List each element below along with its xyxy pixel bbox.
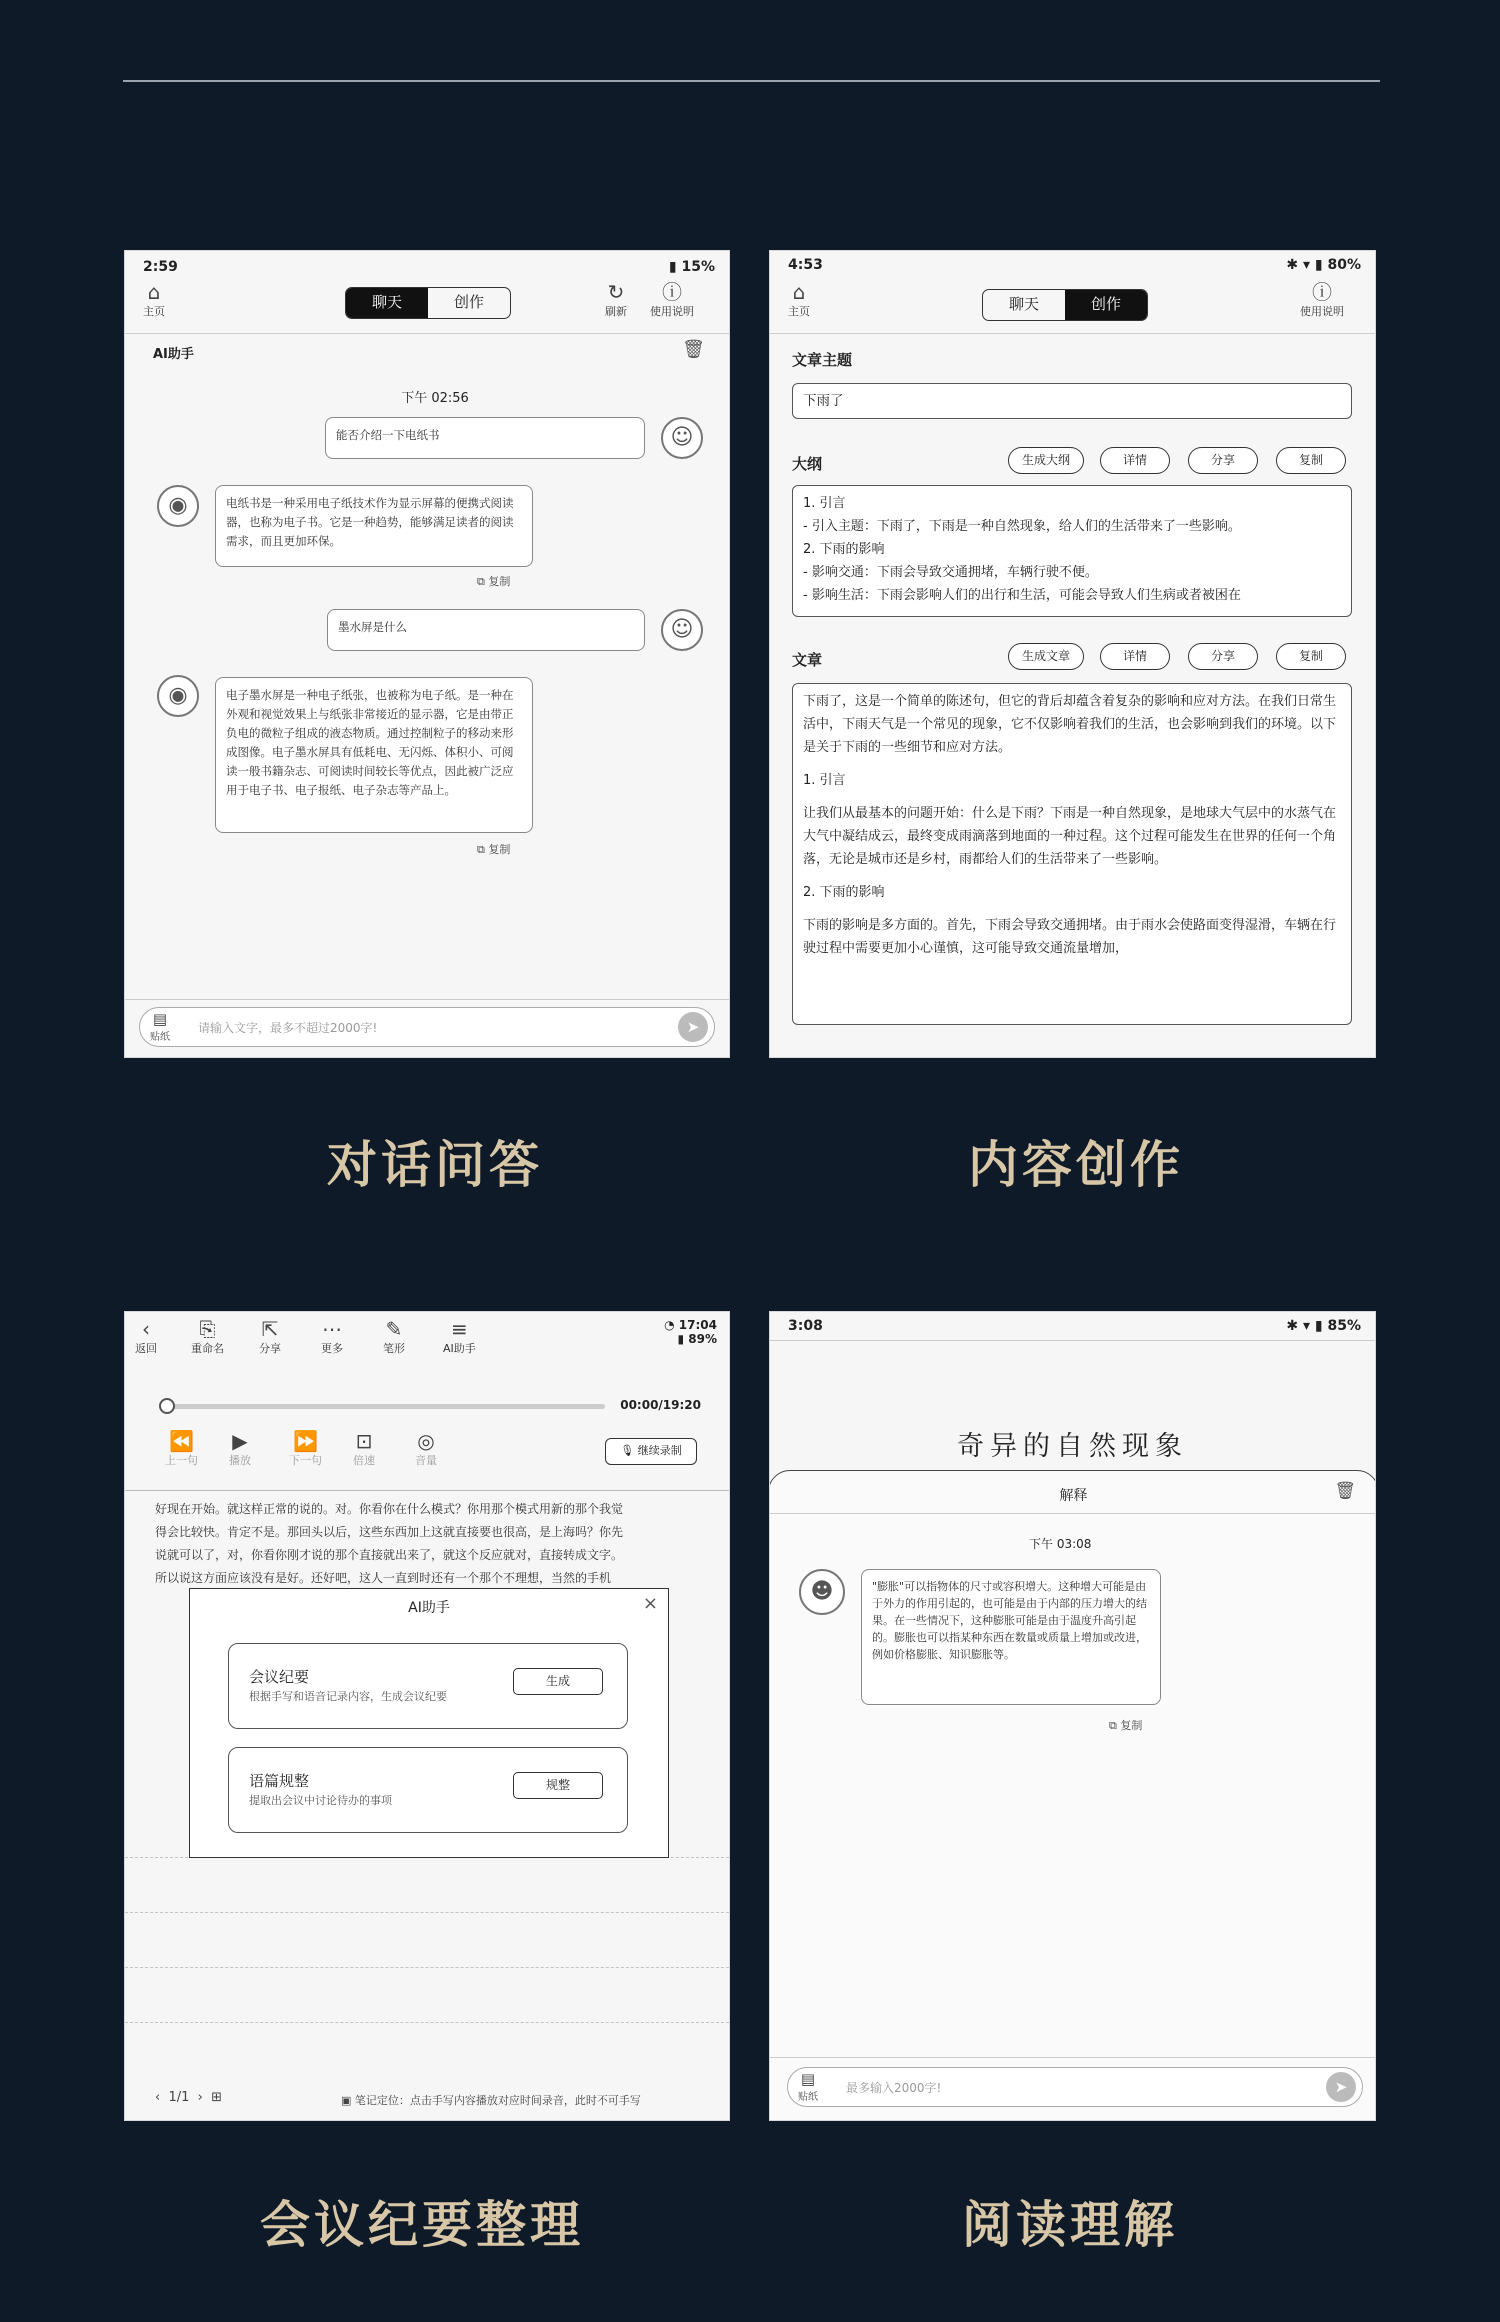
input-placeholder: 最多输入2000字! xyxy=(846,2081,942,2095)
more-button[interactable] xyxy=(321,1318,343,1356)
playback-time: 00:00/19:20 xyxy=(620,1398,701,1412)
attach-label: 贴纸 xyxy=(150,1032,170,1043)
transcript-line: 所以说这方面应该没有是好。还好吧，这人一直到时还有一个那个不理想，当然的手机 xyxy=(155,1571,612,1585)
send-icon[interactable]: ➤ xyxy=(678,1012,708,1042)
clear-icon[interactable]: 🗑 xyxy=(682,339,705,360)
attach-button[interactable] xyxy=(798,2070,818,2103)
attach-button[interactable] xyxy=(150,1010,170,1043)
battery-level: 80% xyxy=(1327,257,1361,273)
volume-icon: ◎ xyxy=(417,1429,435,1453)
bot-avatar-icon: ◉ xyxy=(157,675,199,717)
home-label: 主页 xyxy=(788,305,810,318)
playback-track[interactable] xyxy=(165,1404,605,1409)
message-input[interactable] xyxy=(139,1007,715,1047)
ruled-line xyxy=(125,1967,729,1968)
outline-line: 2. 下雨的影响 xyxy=(803,542,885,557)
pager xyxy=(155,2090,222,2105)
user-avatar-icon: ☺ xyxy=(661,417,703,459)
article-copy-button[interactable]: 复制 xyxy=(1276,643,1346,670)
input-divider xyxy=(769,2057,1376,2058)
pen-button[interactable] xyxy=(383,1318,405,1356)
battery-indicator: ▮ 15% xyxy=(668,259,715,275)
caption-chat: 对话问答 xyxy=(327,1136,543,1194)
tab-chat[interactable]: 聊天 xyxy=(346,288,428,318)
sheet-title: 解释 xyxy=(1059,1488,1088,1504)
refresh-label: 刷新 xyxy=(605,305,627,318)
mic-icon: 🎙 xyxy=(620,1444,635,1457)
tidy-card xyxy=(228,1747,628,1833)
transcript-line: 说就可以了，对，你看你刚才说的那个直接就出来了，就这个反应就对，直接转成文字。 xyxy=(155,1548,624,1562)
status-divider xyxy=(770,1340,1375,1341)
prev-sentence-button[interactable] xyxy=(165,1430,198,1468)
help-button[interactable] xyxy=(1300,281,1344,319)
home-label: 主页 xyxy=(143,305,165,318)
header-divider xyxy=(770,333,1375,334)
user-message: 墨水屏是什么 xyxy=(327,609,645,651)
article-label: 文章 xyxy=(792,651,823,669)
mode-switch xyxy=(982,289,1148,321)
article-paragraph: 下雨了，这是一个简单的陈述句，但它的背后却蕴含着复杂的影响和应对方法。在我们日常生活中，下雨天气是一个常见的现象，它不仅影响着我们的生活，也会影响到我们的环境。以下是关于下雨的一些细节和应对方法。 xyxy=(803,694,1337,755)
copy-label: 复制 xyxy=(1120,1719,1143,1732)
battery-indicator: ✱ ▾ ▮ 80% xyxy=(1286,257,1361,273)
sticker-icon: ▤ xyxy=(800,2070,816,2088)
share-button[interactable] xyxy=(259,1318,281,1356)
card-description: 提取出会议中讨论待办的事项 xyxy=(249,1794,392,1807)
refresh-icon: ↻ xyxy=(607,280,625,304)
article-paragraph: 让我们从最基本的问题开始：什么是下雨？下雨是一种自然现象，是地球大气层中的水蒸气在大气中凝结成云，最终变成雨滴落到地面的一种过程。这个过程可能发生在世界的任何一个角落，无论是城市还是乡村，雨都给人们的生活带来了一些影响。 xyxy=(803,806,1337,867)
meeting-notes-screenshot xyxy=(124,1311,730,2121)
bot-message: 电子墨水屏是一种电子纸张，也被称为电子纸。是一种在外观和视觉效果上与纸张非常接近的显示器，它是由带正负电的微粒子组成的液态物质。通过控制粒子的移动来形成图像。电子墨水屏具有低耗电、无闪烁、体积小、可阅读一般书籍杂志、可阅读时间较长等优点，因此被广泛应用于电子书、电子报纸、电子杂志等产品上。 xyxy=(215,677,533,833)
copy-button[interactable]: ⧉ 复制 xyxy=(477,843,511,856)
share-icon: ⇱ xyxy=(261,1317,279,1341)
header-divider xyxy=(125,333,729,334)
writing-screenshot xyxy=(769,250,1376,1058)
tab-create[interactable]: 创作 xyxy=(453,293,484,311)
resume-record-label: 继续录制 xyxy=(637,1444,682,1457)
caption-reading: 阅读理解 xyxy=(962,2196,1178,2254)
control-label: 播放 xyxy=(229,1454,251,1467)
ai-assistant-button[interactable] xyxy=(443,1318,476,1356)
bot-message: 电纸书是一种采用电子纸技术作为显示屏幕的便携式阅读器，也称为电子书。它是一种趋势，能够满足读者的阅读需求，而且更加环保。 xyxy=(215,485,533,567)
outline-share-button[interactable]: 分享 xyxy=(1188,447,1258,474)
input-divider xyxy=(125,999,729,1000)
article-paragraph: 1. 引言 xyxy=(803,773,846,788)
article-content xyxy=(792,683,1352,1025)
ruled-line xyxy=(125,2022,729,2023)
card-title: 会议纪要 xyxy=(249,1668,310,1686)
back-icon: ‹ xyxy=(142,1317,150,1341)
more-icon: ⋯ xyxy=(322,1317,342,1341)
tab-create[interactable]: 创作 xyxy=(1065,290,1147,320)
bot-message: "膨胀"可以指物体的尺寸或容积增大。这种增大可能是由于外力的作用引起的，也可能是由于内部的压力增大的结果。在一些情况下，这种膨胀可能是由于温度升高引起的。膨胀也可以指某种东西在数量或质量上增加或改进，例如价格膨胀、知识膨胀等。 xyxy=(861,1569,1161,1705)
status-time: 3:08 xyxy=(788,1318,823,1334)
play-icon: ▶ xyxy=(232,1429,248,1453)
generate-outline-button[interactable]: 生成大纲 xyxy=(1008,447,1084,474)
clear-icon[interactable]: 🗑 xyxy=(1334,1481,1356,1501)
home-icon: ⌂ xyxy=(147,280,161,304)
next-sentence-button[interactable] xyxy=(289,1430,322,1468)
card-title: 语篇规整 xyxy=(249,1772,310,1790)
footer-note-text: 笔记定位：点击手写内容播放对应时间录音，此时不可手写 xyxy=(354,2094,641,2107)
playback-thumb[interactable] xyxy=(159,1398,175,1414)
transcript xyxy=(155,1498,701,1590)
mode-switch xyxy=(345,287,511,319)
tidy-button[interactable]: 规整 xyxy=(513,1772,603,1799)
status-area: ◔ 17:04 ▮ 89% xyxy=(664,1318,717,1346)
toolbar-label: AI助手 xyxy=(443,1342,476,1355)
outline-detail-button[interactable]: 详情 xyxy=(1100,447,1170,474)
outline-line: 1. 引言 xyxy=(803,496,846,511)
control-label: 下一句 xyxy=(289,1454,322,1467)
article-paragraph: 下雨的影响是多方面的。首先，下雨会导致交通拥堵。由于雨水会使路面变得湿滑，车辆在行驶过程中需要更加小心谨慎，这可能导致交通流量增加， xyxy=(803,918,1337,956)
help-label: 使用说明 xyxy=(1300,305,1344,318)
reader-avatar-icon: ☻ xyxy=(799,1569,845,1615)
transcript-line: 得会比较快。肯定不是。那回头以后，这些东西加上这就直接要也很高，是上海吗？你先 xyxy=(155,1525,624,1539)
ai-icon: ≡ xyxy=(451,1317,468,1341)
tab-chat[interactable]: 聊天 xyxy=(1008,295,1039,313)
transcript-line: 好现在开始。就这样正常的说的。对。你看你在什么模式？你用那个模式用新的那个我觉 xyxy=(155,1502,624,1516)
caption-meeting: 会议纪要整理 xyxy=(260,2196,584,2254)
outline-line: - 引入主题：下雨了，下雨是一种自然现象，给人们的生活带来了一些影响。 xyxy=(803,519,1241,534)
page-indicator: 1/1 xyxy=(168,2090,190,2105)
user-message: 能否介绍一下电纸书 xyxy=(325,417,645,459)
help-label: 使用说明 xyxy=(650,305,694,318)
speed-button[interactable] xyxy=(353,1430,375,1468)
sticker-icon: ▤ xyxy=(152,1010,168,1028)
status-time: 17:04 xyxy=(678,1318,717,1332)
home-button[interactable] xyxy=(788,281,810,319)
controls-divider xyxy=(125,1490,729,1491)
copy-label: 复制 xyxy=(488,575,511,588)
back-button[interactable] xyxy=(135,1318,157,1356)
outline-copy-button[interactable]: 复制 xyxy=(1276,447,1346,474)
battery-indicator: ✱ ▾ ▮ 85% xyxy=(1286,1318,1361,1334)
toolbar-label: 分享 xyxy=(259,1342,281,1355)
article-detail-button[interactable]: 详情 xyxy=(1100,643,1170,670)
ruled-line xyxy=(125,1912,729,1913)
prev-page-icon[interactable]: ‹ xyxy=(155,2090,161,2105)
chat-screenshot xyxy=(124,250,730,1058)
reading-screenshot xyxy=(769,1311,1376,2121)
refresh-button[interactable] xyxy=(605,281,627,319)
home-button[interactable] xyxy=(143,281,165,319)
control-label: 音量 xyxy=(415,1454,437,1467)
close-icon[interactable]: × xyxy=(642,1593,658,1614)
footer-note: ▣ 笔记定位：点击手写内容播放对应时间录音，此时不可手写 xyxy=(341,2094,641,2107)
play-button[interactable] xyxy=(229,1430,251,1468)
toolbar-label: 更多 xyxy=(321,1342,343,1355)
help-button[interactable] xyxy=(650,281,694,319)
generate-summary-button[interactable]: 生成 xyxy=(513,1668,603,1695)
add-page-icon[interactable]: ⊞ xyxy=(211,2090,223,2105)
rename-icon: ⎘ xyxy=(199,1317,216,1341)
sheet-divider xyxy=(769,1513,1376,1514)
chat-timestamp: 下午 03:08 xyxy=(1029,1537,1092,1551)
resume-record-button[interactable] xyxy=(605,1438,697,1465)
message-input[interactable] xyxy=(787,2067,1363,2107)
article-paragraph: 2. 下雨的影响 xyxy=(803,885,885,900)
rewind-icon: ⏪ xyxy=(169,1429,194,1453)
book-title: 奇异的自然现象 xyxy=(957,1431,1188,1462)
outline-line: - 影响交通：下雨会导致交通拥堵，车辆行驶不便。 xyxy=(803,565,1098,580)
top-divider xyxy=(123,80,1380,82)
topic-label: 文章主题 xyxy=(792,351,853,369)
control-label: 上一句 xyxy=(165,1454,198,1467)
caption-creation: 内容创作 xyxy=(968,1136,1184,1194)
ai-dialog xyxy=(189,1588,669,1858)
battery-level: 89% xyxy=(688,1332,717,1346)
send-icon[interactable]: ➤ xyxy=(1326,2072,1356,2102)
copy-button[interactable]: ⧉ 复制 xyxy=(477,575,511,588)
speed-icon: ⊡ xyxy=(355,1429,373,1453)
article-share-button[interactable]: 分享 xyxy=(1188,643,1258,670)
topic-input[interactable]: 下雨了 xyxy=(792,383,1352,419)
copy-label: 复制 xyxy=(488,843,511,856)
home-icon: ⌂ xyxy=(792,280,806,304)
battery-level: 15% xyxy=(681,259,715,275)
rename-button[interactable] xyxy=(191,1318,224,1356)
control-label: 倍速 xyxy=(353,1454,375,1467)
chat-timestamp: 下午 02:56 xyxy=(401,391,469,406)
battery-level: 85% xyxy=(1327,1318,1361,1334)
section-title: AI助手 xyxy=(153,347,194,362)
status-time: 2:59 xyxy=(143,259,178,275)
toolbar-label: 笔形 xyxy=(383,1342,405,1355)
volume-button[interactable] xyxy=(415,1430,437,1468)
toolbar-label: 返回 xyxy=(135,1342,157,1355)
dialog-title: AI助手 xyxy=(408,1600,450,1616)
input-placeholder: 请输入文字，最多不超过2000字! xyxy=(198,1021,378,1035)
outline-label: 大纲 xyxy=(792,455,823,473)
toolbar-label: 重命名 xyxy=(191,1342,224,1355)
generate-article-button[interactable]: 生成文章 xyxy=(1008,643,1084,670)
bot-avatar-icon: ◉ xyxy=(157,485,199,527)
explain-sheet xyxy=(769,1470,1376,2121)
outline-content xyxy=(792,485,1352,617)
user-avatar-icon: ☺ xyxy=(661,609,703,651)
outline-line: - 影响生活：下雨会影响人们的出行和生活，可能会导致人们生病或者被困在 xyxy=(803,588,1241,603)
forward-icon: ⏩ xyxy=(293,1429,318,1453)
status-time: 4:53 xyxy=(788,257,823,273)
attach-label: 贴纸 xyxy=(798,2092,818,2103)
summary-card xyxy=(228,1643,628,1729)
pen-icon: ✎ xyxy=(385,1317,403,1341)
help-icon: ⓘ xyxy=(662,280,682,304)
copy-button[interactable]: ⧉ 复制 xyxy=(1109,1719,1143,1732)
help-icon: ⓘ xyxy=(1312,280,1332,304)
card-description: 根据手写和语音记录内容，生成会议纪要 xyxy=(249,1690,447,1703)
next-page-icon[interactable]: › xyxy=(197,2090,203,2105)
